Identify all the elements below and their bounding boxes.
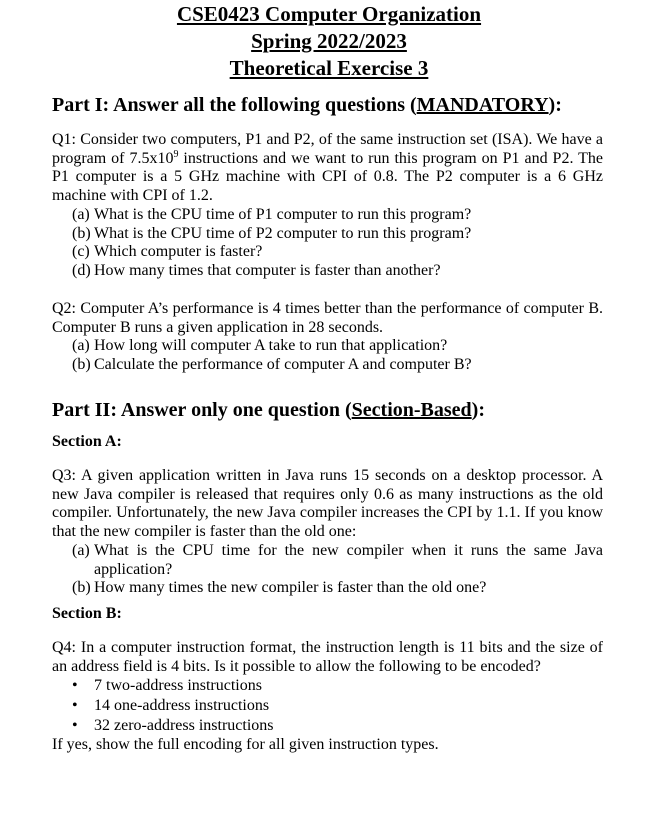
term-title: Spring 2022/2023: [251, 29, 407, 53]
part2-heading-suffix: ):: [471, 399, 485, 421]
part2-heading: [52, 398, 485, 422]
q1-sub-a: [72, 206, 603, 225]
q1-text: [52, 131, 603, 205]
bullet-icon: •: [72, 696, 78, 714]
q1-sub-a-text: What is the CPU time of P1 computer to run this program?: [94, 206, 472, 223]
q3-subquestions: [72, 542, 603, 598]
q1-sub-d: [72, 262, 603, 281]
part2-heading-prefix: Part II: Answer only one question (: [52, 399, 352, 421]
list-item: [72, 716, 274, 736]
q1-sub-a-marker: (a): [72, 206, 90, 223]
q2-sub-b-text: Calculate the performance of computer A and computer B?: [94, 355, 472, 373]
q4-bullet-list: [72, 676, 274, 735]
part1-heading-suffix: ):: [548, 94, 562, 116]
course-title: CSE0423 Computer Organization: [176, 2, 482, 26]
section-a-heading: Section A:: [52, 433, 122, 450]
q2-sub-a-marker: (a): [72, 337, 90, 354]
q1-sub-b-marker: (b): [72, 224, 91, 242]
q4-bullet-1: 7 two-address instructions: [94, 677, 262, 694]
q2-sub-b: [72, 356, 603, 375]
q1-sub-c-marker: (c): [72, 243, 90, 261]
q4-text: Q4: In a computer instruction format, the instruction length is 11 bits and the size of an address field is 4 bits. Is it possible to allow the following to be encoded?: [52, 639, 603, 675]
part1-heading-emphasis: MANDATORY: [416, 94, 549, 116]
q1-text-start: Q1: Consider two computers, P1 and P2, of the same instruction set (ISA). We have a program of 7.5x10: [52, 131, 603, 167]
q1-subquestions: [72, 206, 603, 280]
q1-sub-b: [72, 225, 603, 244]
part1-heading: [52, 93, 562, 117]
q4-bullet-3: 32 zero-address instructions: [94, 716, 274, 734]
q1-sub-c: [72, 243, 603, 262]
q3-sub-b-marker: (b): [72, 579, 91, 597]
q1-sub-d-text: How many times that computer is faster than another?: [94, 261, 441, 279]
q2-sub-a: [72, 337, 603, 356]
part1-heading-prefix: Part I: Answer all the following questions (: [52, 94, 417, 116]
list-item: [72, 676, 274, 696]
q4-closing: If yes, show the full encoding for all given instruction types.: [52, 736, 439, 753]
exercise-title: Theoretical Exercise 3: [229, 56, 429, 80]
q3-sub-a-marker: (a): [72, 542, 90, 559]
q2-sub-b-marker: (b): [72, 355, 91, 373]
q3-sub-a: [72, 542, 603, 579]
bullet-icon: •: [72, 716, 78, 734]
q2-subquestions: [72, 337, 603, 374]
q2-sub-a-text: How long will computer A take to run that application?: [94, 337, 448, 354]
q3-sub-b: [72, 579, 603, 598]
q1-sub-c-text: Which computer is faster?: [94, 243, 263, 261]
q3-text: Q3: A given application written in Java runs 15 seconds on a desktop processor. A new Java compiler is released that requires only 0.6 as many instructions as the old compiler. Unfortunately, the new Java compiler increases the CPI by 1.1. If you know that the new compiler is faster than the old one:: [52, 467, 603, 540]
q1-sub-d-marker: (d): [72, 261, 91, 279]
part2-heading-emphasis: Section-Based: [351, 399, 472, 421]
q1-text-end: instructions and we want to run this program on P1 and P2. The P1 computer is a 5 GHz machine with CPI of 0.8. The P2 computer is a 6 GHz machine with CPI of 1.2.: [52, 149, 603, 204]
q3-sub-a-text: What is the CPU time for the new compiler when it runs the same Java application?: [94, 542, 603, 578]
q1-exponent: 9: [173, 148, 179, 160]
q3-sub-b-text: How many times the new compiler is faster than the old one?: [94, 579, 487, 597]
section-b-heading: Section B:: [52, 605, 122, 622]
bullet-icon: •: [72, 677, 78, 694]
list-item: [72, 696, 274, 716]
q1-sub-b-text: What is the CPU time of P2 computer to run this program?: [94, 224, 472, 242]
q4-bullet-2: 14 one-address instructions: [94, 696, 270, 714]
q2-text: Q2: Computer A’s performance is 4 times better than the performance of computer B. Computer B runs a given application in 28 seconds.: [52, 300, 603, 336]
